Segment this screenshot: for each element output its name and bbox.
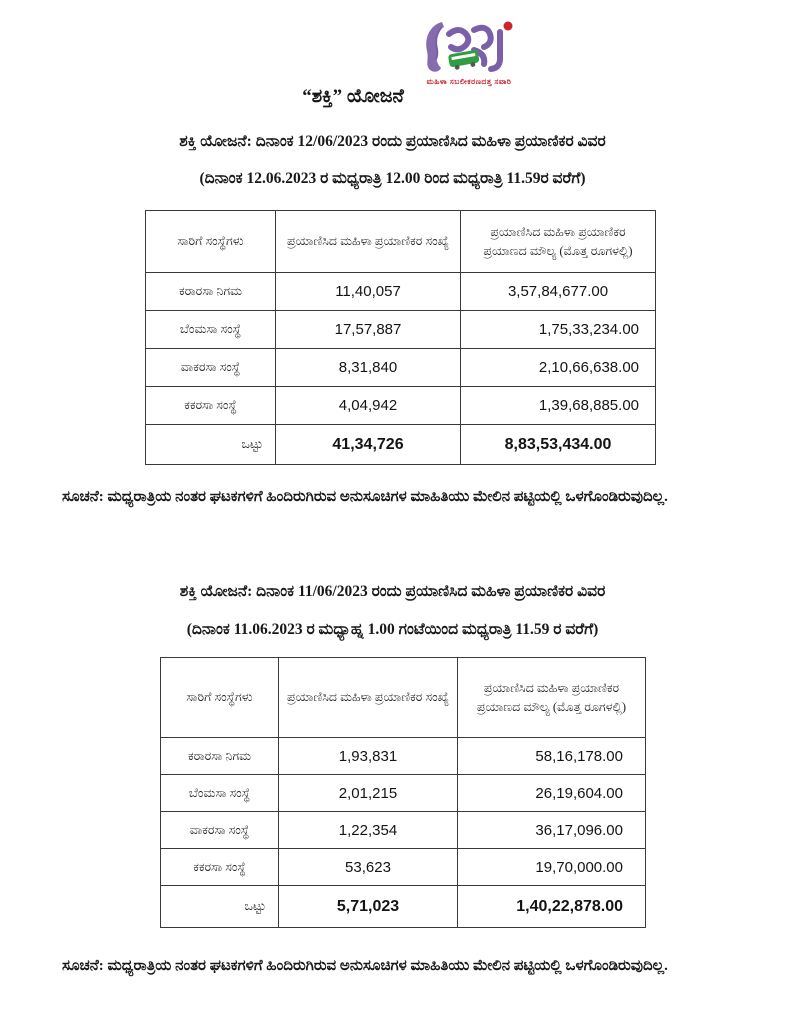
col-header-travel-value: ಪ್ರಯಾಣಿಸಿದ ಮಹಿಳಾ ಪ್ರಯಾಣಿಕರ ಪ್ರಯಾಣದ ಮೌಲ್ಯ (ಮೊತ್ತ ರೂಗಳಲ್ಲಿ) bbox=[461, 211, 656, 273]
total-label: ಒಟ್ಟು bbox=[161, 886, 279, 928]
col-header-transport-orgs: ಸಾರಿಗೆ ಸಂಸ್ಥೆಗಳು bbox=[161, 658, 279, 738]
green-bus-icon bbox=[448, 50, 480, 71]
total-travel-value: 1,40,22,878.00 bbox=[458, 886, 646, 928]
travel-value: 36,17,096.00 bbox=[458, 812, 646, 849]
table-total-row bbox=[146, 425, 656, 465]
org-label: ಕರಾರಸಾ ನಿಗಮ bbox=[146, 273, 276, 311]
table-header-row bbox=[146, 211, 656, 273]
travel-value: 1,39,68,885.00 bbox=[461, 387, 656, 425]
col-header-passenger-count: ಪ್ರಯಾಣಿಸಿದ ಮಹಿಳಾ ಪ್ರಯಾಣಿಕರ ಸಂಖ್ಯೆ bbox=[279, 658, 458, 738]
section1-heading: ಶಕ್ತಿ ಯೋಜನೆ: ದಿನಾಂಕ 12/06/2023 ರಂದು ಪ್ರಯಾಣಿಸಿದ ಮಹಿಳಾ ಪ್ರಯಾಣಿಕರ ವಿವರ bbox=[179, 133, 606, 150]
shakti-logo-icon bbox=[416, 18, 522, 76]
section2-subheading: (ದಿನಾಂಕ 11.06.2023 ರ ಮಧ್ಯಾಹ್ನ 1.00 ಗಂಟೆಯಿಂದ ಮಧ್ಯರಾತ್ರಿ 11.59 ರ ವರೆಗೆ) bbox=[186, 621, 599, 638]
passenger-count: 4,04,942 bbox=[276, 387, 461, 425]
org-label: ವಾಕರಸಾ ಸಂಸ್ಥೆ bbox=[146, 349, 276, 387]
travel-value: 26,19,604.00 bbox=[458, 775, 646, 812]
total-travel-value: 8,83,53,434.00 bbox=[461, 425, 656, 465]
total-label: ಒಟ್ಟು bbox=[146, 425, 276, 465]
passenger-count: 11,40,057 bbox=[276, 273, 461, 311]
section1-subheading: (ದಿನಾಂಕ 12.06.2023 ರ ಮಧ್ಯರಾತ್ರಿ 12.00 ರಿಂದ ಮಧ್ಯರಾತ್ರಿ 11.59ರ ವರೆಗೆ) bbox=[199, 170, 586, 187]
org-label: ಕಕರಸಾ ಸಂಸ್ಥೆ bbox=[146, 387, 276, 425]
table-row-ksrtc bbox=[146, 273, 656, 311]
col-header-travel-value: ಪ್ರಯಾಣಿಸಿದ ಮಹಿಳಾ ಪ್ರಯಾಣಿಕರ ಪ್ರಯಾಣದ ಮೌಲ್ಯ (ಮೊತ್ತ ರೂಗಳಲ್ಲಿ) bbox=[458, 658, 646, 738]
shakti-logo bbox=[404, 18, 534, 87]
org-label: ವಾಕರಸಾ ಸಂಸ್ಥೆ bbox=[161, 812, 279, 849]
org-label: ಬೆಂಮಸಾ ಸಂಸ್ಥೆ bbox=[146, 311, 276, 349]
section2-heading: ಶಕ್ತಿ ಯೋಜನೆ: ದಿನಾಂಕ 11/06/2023 ರಂದು ಪ್ರಯಾಣಿಸಿದ ಮಹಿಳಾ ಪ್ರಯಾಣಿಕರ ವಿವರ bbox=[179, 583, 606, 600]
table-row-ksrtc bbox=[161, 738, 646, 775]
passenger-count: 17,57,887 bbox=[276, 311, 461, 349]
table-row-bmtc bbox=[146, 311, 656, 349]
table-row-bmtc bbox=[161, 775, 646, 812]
total-passenger-count: 5,71,023 bbox=[279, 886, 458, 928]
total-passenger-count: 41,34,726 bbox=[276, 425, 461, 465]
table-total-row bbox=[161, 886, 646, 928]
passenger-count: 8,31,840 bbox=[276, 349, 461, 387]
red-dot-icon bbox=[504, 22, 513, 31]
org-label: ಬೆಂಮಸಾ ಸಂಸ್ಥೆ bbox=[161, 775, 279, 812]
col-header-passenger-count: ಪ್ರಯಾಣಿಸಿದ ಮಹಿಳಾ ಪ್ರಯಾಣಿಕರ ಸಂಖ್ಯೆ bbox=[276, 211, 461, 273]
travel-value: 19,70,000.00 bbox=[458, 849, 646, 886]
woman-face-icon bbox=[426, 22, 444, 72]
travel-value: 2,10,66,638.00 bbox=[461, 349, 656, 387]
passenger-count: 1,93,831 bbox=[279, 738, 458, 775]
ridership-table-12-06-2023 bbox=[145, 210, 656, 465]
travel-value: 58,16,178.00 bbox=[458, 738, 646, 775]
passenger-count: 2,01,215 bbox=[279, 775, 458, 812]
table-row-nwkrtc bbox=[161, 812, 646, 849]
col-header-transport-orgs: ಸಾರಿಗೆ ಸಂಸ್ಥೆಗಳು bbox=[146, 211, 276, 273]
table-row-kkrtc bbox=[146, 387, 656, 425]
table-row-kkrtc bbox=[161, 849, 646, 886]
ridership-table-11-06-2023 bbox=[160, 657, 646, 928]
page-title: “ಶಕ್ತಿ” ಯೋಜನೆ bbox=[302, 86, 404, 107]
travel-value: 3,57,84,677.00 bbox=[461, 273, 656, 311]
org-label: ಕಕರಸಾ ಸಂಸ್ಥೆ bbox=[161, 849, 279, 886]
logo-tagline: ಮಹಿಳಾ ಸಬಲೀಕರಣದತ್ತ ಸವಾರಿ bbox=[426, 77, 512, 86]
passenger-count: 53,623 bbox=[279, 849, 458, 886]
org-label: ಕರಾರಸಾ ನಿಗಮ bbox=[161, 738, 279, 775]
section2-note: ಸೂಚನೆ: ಮಧ್ಯರಾತ್ರಿಯ ನಂತರ ಘಟಕಗಳಿಗೆ ಹಿಂದಿರುಗಿರುವ ಅನುಸೂಚಿಗಳ ಮಾಹಿತಿಯು ಮೇಲಿನ ಪಟ್ಟಿಯಲ್ಲಿ ಒಳಗೊಂಡಿರುವುದಿಲ್ಲ. bbox=[62, 958, 668, 974]
travel-value: 1,75,33,234.00 bbox=[461, 311, 656, 349]
passenger-count: 1,22,354 bbox=[279, 812, 458, 849]
table-row-nwkrtc bbox=[146, 349, 656, 387]
table-header-row bbox=[161, 658, 646, 738]
section1-note: ಸೂಚನೆ: ಮಧ್ಯರಾತ್ರಿಯ ನಂತರ ಘಟಕಗಳಿಗೆ ಹಿಂದಿರುಗಿರುವ ಅನುಸೂಚಿಗಳ ಮಾಹಿತಿಯು ಮೇಲಿನ ಪಟ್ಟಿಯಲ್ಲಿ ಒಳಗೊಂಡಿರುವುದಿಲ್ಲ. bbox=[62, 489, 668, 505]
